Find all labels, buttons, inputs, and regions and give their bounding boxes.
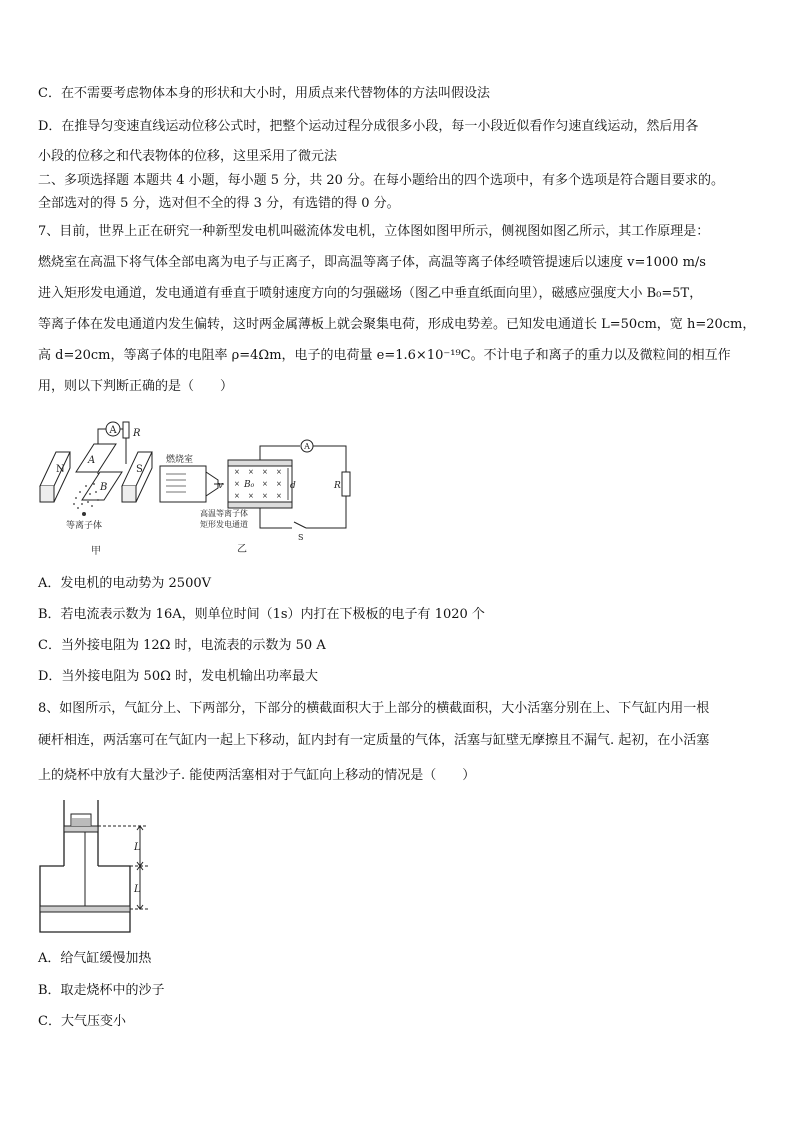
figure-yi-caption: 乙: [237, 544, 247, 555]
field-label: B₀: [244, 480, 255, 490]
plate-a-label: A: [88, 455, 96, 466]
q7-stem-4: 等离子体在发电通道内发生偏转，这时两金属薄板上就会聚集电荷，形成电势差。已知发电通道长 L=50cm，宽 h=20cm，: [38, 317, 756, 332]
q7-option-c: C．当外接电阻为 12Ω 时，电流表的示数为 50 A: [38, 638, 326, 653]
svg-text:×: ×: [262, 480, 268, 488]
q7-stem-6: 用，则以下判断正确的是（ ）: [38, 379, 234, 394]
resistor-symbol-yi: [342, 472, 350, 496]
resistor-symbol: [123, 422, 129, 438]
resistor-label-yi: R: [334, 481, 341, 491]
svg-text:×: ×: [234, 480, 240, 488]
svg-text:×: ×: [276, 492, 282, 500]
svg-text:×: ×: [262, 468, 268, 476]
switch-label: S: [298, 533, 304, 542]
channel-label: 矩形发电通道: [200, 520, 248, 529]
figure-cylinder: [36, 800, 166, 936]
svg-text:×: ×: [248, 492, 254, 500]
svg-text:×: ×: [248, 468, 254, 476]
section-scoring: 全部选对的得 5 分，选对但不全的得 3 分，有选错的得 0 分。: [38, 196, 400, 211]
q7-option-d: D．当外接电阻为 50Ω 时，发电机输出功率最大: [38, 669, 319, 684]
plasma-label-yi: 高温等离子体: [200, 509, 248, 518]
q8-option-b: B．取走烧杯中的沙子: [38, 983, 165, 998]
combustion-chamber: [160, 466, 206, 502]
velocity-label: v: [218, 481, 224, 491]
q8-option-c: C．大气压变小: [38, 1014, 126, 1029]
ammeter-label: A: [109, 425, 117, 436]
q8-stem-3: 上的烧杯中放有大量沙子. 能使两活塞相对于气缸向上移动的情况是（ ）: [38, 768, 476, 783]
magnet-n-label: N: [56, 464, 65, 475]
q8-stem-1: 8、如图所示，气缸分上、下两部分，下部分的横截面积大于上部分的横截面积，大小活塞分别在上、下气缸内用一根: [38, 701, 710, 716]
chamber-label: 燃烧室: [166, 455, 194, 465]
ammeter-label-yi: A: [304, 442, 310, 451]
resistor-label: R: [133, 428, 141, 439]
figure-jia: [36, 414, 166, 560]
magnet-s-label: S: [136, 464, 143, 475]
figure-jia-caption: 甲: [91, 546, 101, 557]
figure-yi: [156, 436, 356, 560]
q7-stem-2: 燃烧室在高温下将气体全部电离为电子与正离子，即高温等离子体，高温等离子体经喷管提速后以速度 v=1000 m/s: [38, 255, 706, 270]
section-heading: 二、多项选择题 本题共 4 小题，每小题 5 分，共 20 分。在每小题给出的四个选项中，有多个选项是符合题目要求的。: [38, 173, 725, 188]
switch-symbol: [294, 522, 306, 528]
q8-option-a: A．给气缸缓慢加热: [38, 951, 152, 966]
small-piston: [64, 826, 98, 832]
lower-length-label: L: [134, 884, 141, 895]
q8-stem-2: 硬杆相连，两活塞可在气缸内一起上下移动，缸内封有一定质量的气体，活塞与缸壁无摩擦且不漏气. 起初，在小活塞: [38, 733, 710, 748]
q7-option-a: A．发电机的电动势为 2500V: [38, 576, 211, 591]
svg-text:×: ×: [234, 492, 240, 500]
upper-length-label: L: [134, 842, 141, 853]
svg-text:×: ×: [234, 468, 240, 476]
large-piston: [40, 906, 130, 912]
svg-text:×: ×: [276, 468, 282, 476]
q6-option-d: D．在推导匀变速直线运动位移公式时，把整个运动过程分成很多小段，每一小段近似看作匀速直线运动，然后用各: [38, 119, 699, 134]
q7-stem-3: 进入矩形发电通道，发电通道有垂直于喷射速度方向的匀强磁场（图乙中垂直纸面向里），磁感应强度大小 B₀=5T，: [38, 286, 703, 301]
plasma-label: 等离子体: [65, 521, 103, 531]
q7-stem-1: 7、目前，世界上正在研究一种新型发电机叫磁流体发电机，立体图如图甲所示，侧视图如图乙所示，其工作原理是：: [38, 224, 710, 239]
plate-b-label: B: [100, 482, 108, 493]
q6-option-d-cont: 小段的位移之和代表物体的位移，这里采用了微元法: [38, 149, 338, 164]
svg-text:×: ×: [262, 492, 268, 500]
q7-option-b: B．若电流表示数为 16A，则单位时间（1s）内打在下极板的电子有 1020 个: [38, 607, 485, 622]
height-label: d: [290, 481, 296, 491]
q7-stem-5: 高 d=20cm，等离子体的电阻率 ρ=4Ωm，电子的电荷量 e=1.6×10⁻¹⁹C。不计电子和离子的重力以及微粒间的相互作: [38, 348, 731, 363]
q6-option-c: C．在不需要考虑物体本身的形状和大小时，用质点来代替物体的方法叫假设法: [38, 86, 490, 101]
svg-text:×: ×: [276, 480, 282, 488]
sand: [72, 818, 90, 826]
